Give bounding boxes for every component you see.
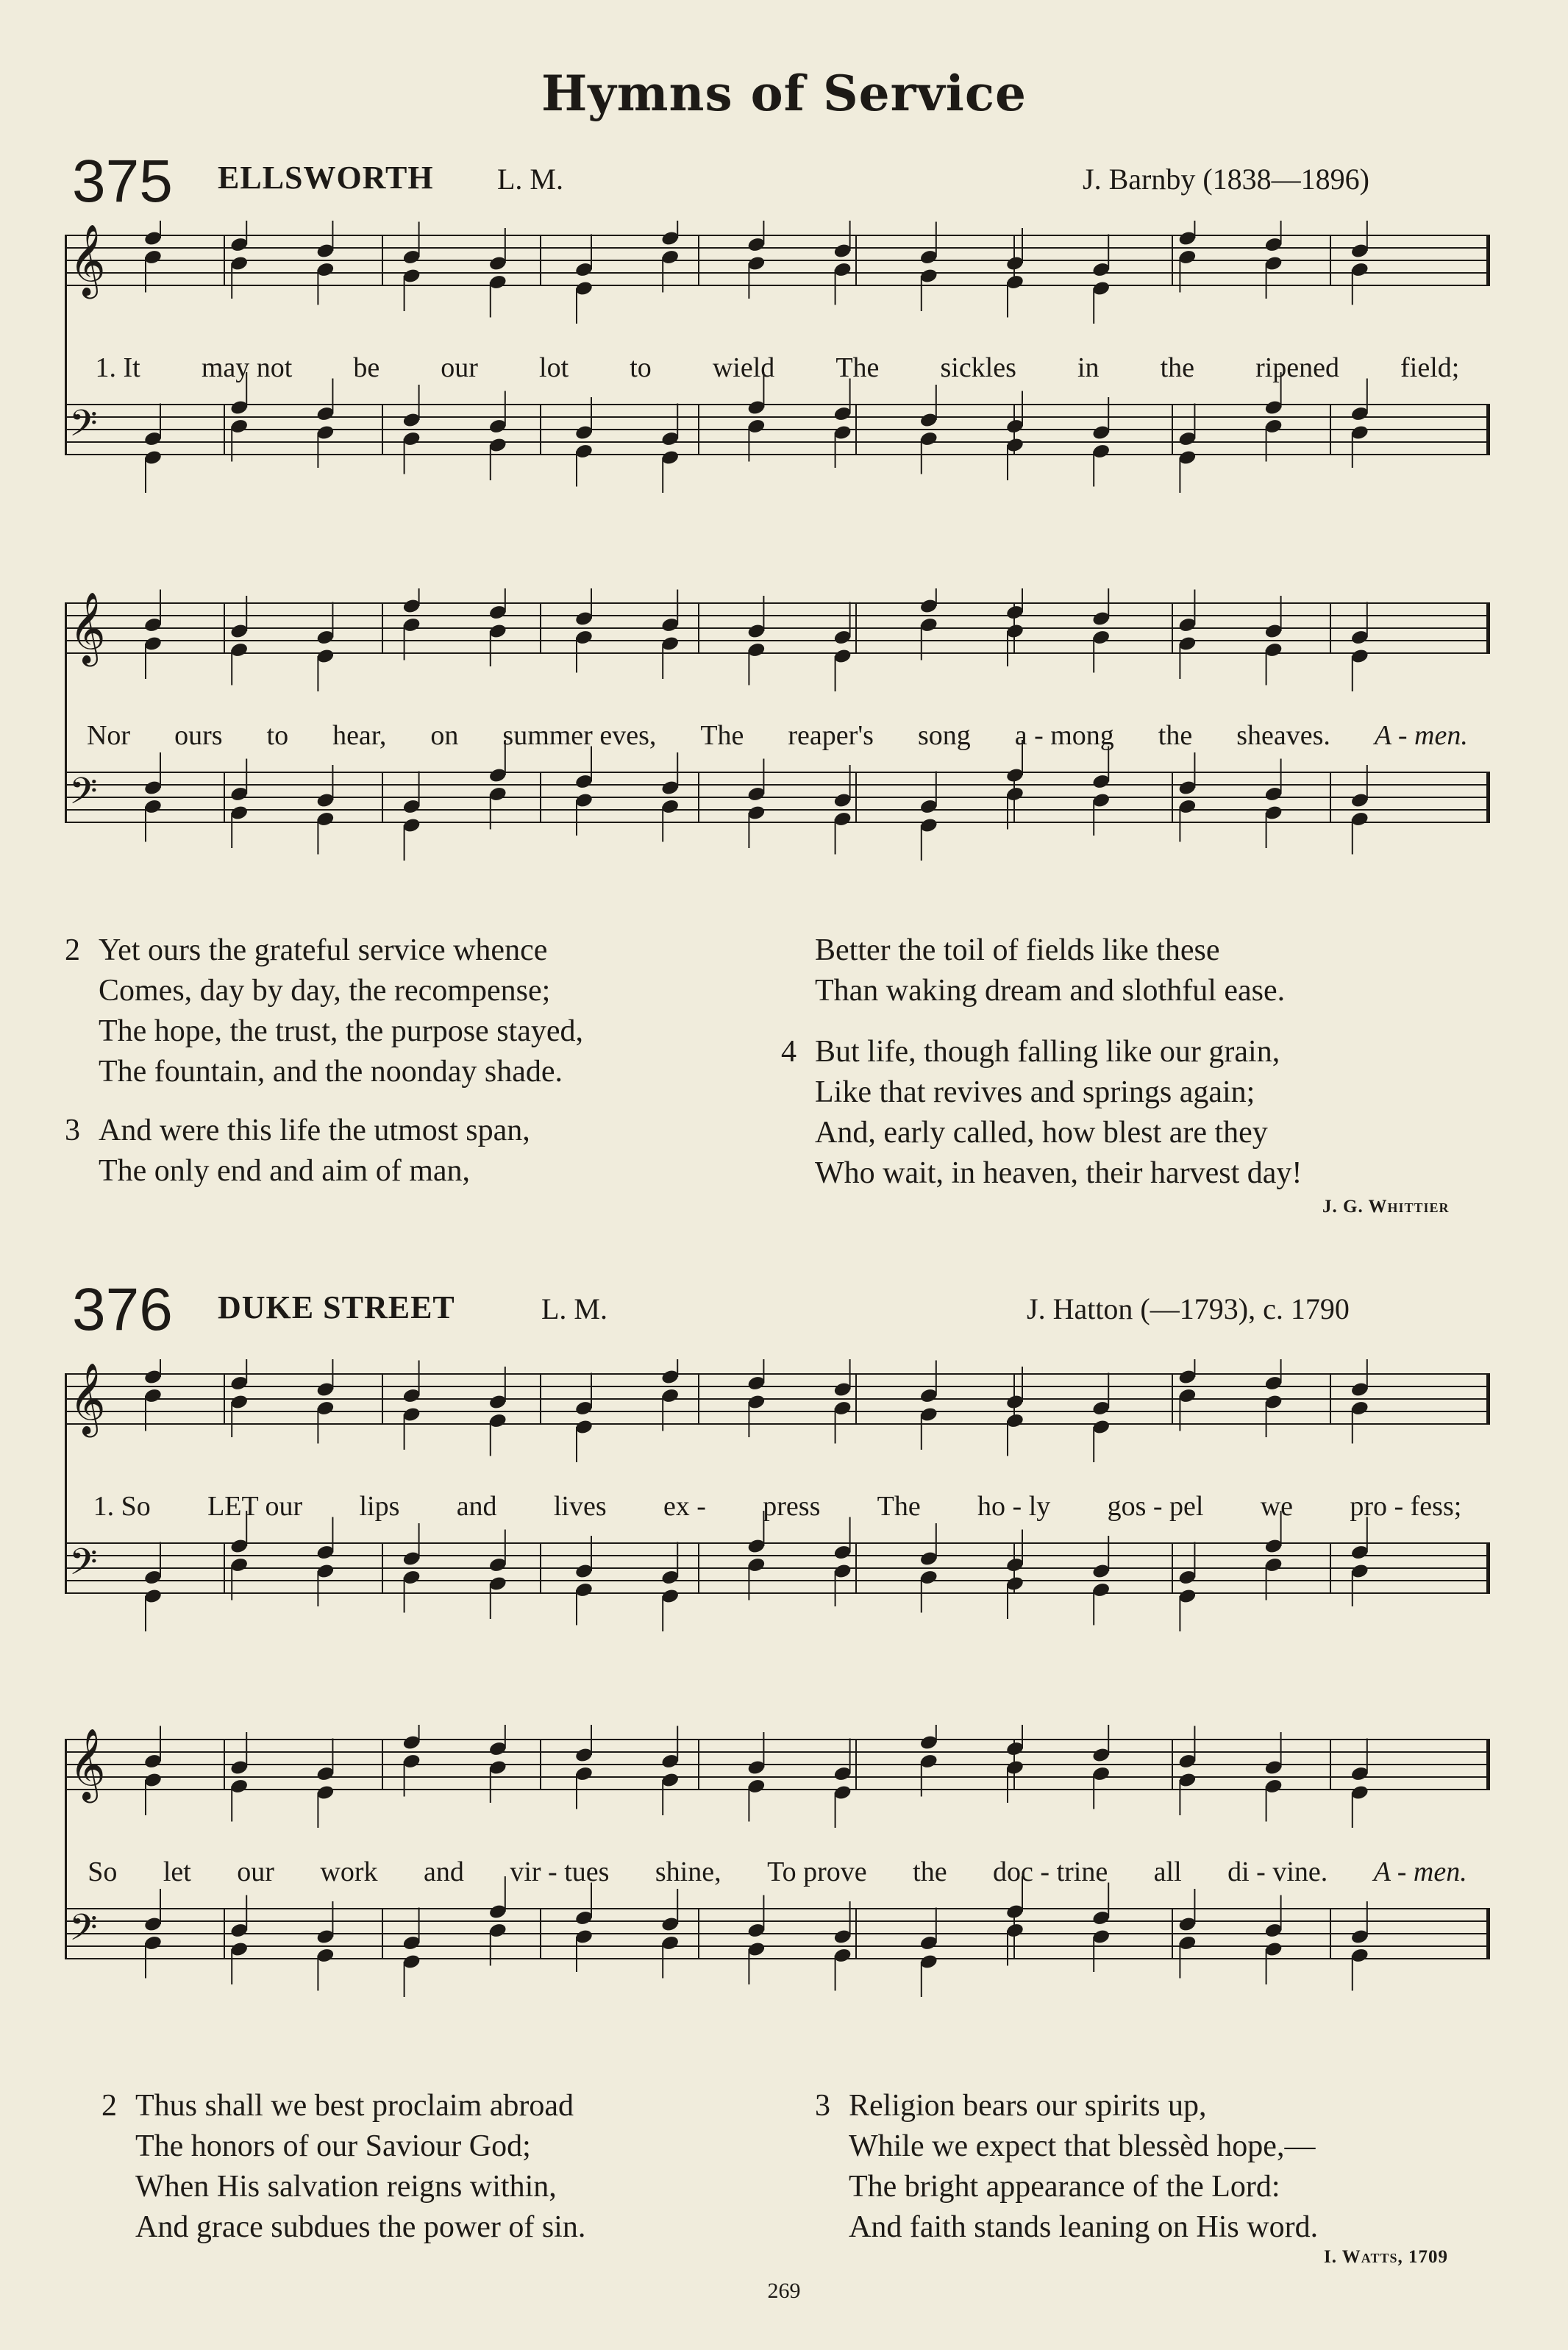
hymn-number: 376 (72, 1276, 173, 1343)
composer: J. Hatton (—1793), c. 1790 (1027, 1292, 1350, 1325)
stanza-line: And were this life the utmost span, (99, 1114, 530, 1147)
stanza-line: And, early called, how blest are they (815, 1116, 1268, 1150)
stanza-number: 4 (781, 1035, 797, 1069)
lyric-syllable: reaper's (788, 720, 874, 751)
lyric-syllable: let (163, 1856, 191, 1887)
lyric-syllable: To prove (767, 1856, 867, 1887)
lyric-syllable: gos - pel (1107, 1491, 1204, 1522)
lyric-line (65, 1490, 1490, 1523)
bass-clef-icon: 𝄢 (69, 1906, 98, 1958)
stanza-line: Better the toil of fields like these (815, 933, 1220, 967)
stanza-line: Comes, day by day, the recompense; (99, 974, 551, 1008)
lyric-line (65, 1856, 1490, 1888)
stanza (781, 1032, 1302, 1194)
bass-clef-icon: 𝄢 (69, 1541, 98, 1592)
lyric-syllable: The (877, 1491, 921, 1522)
stanza-line: Like that revives and springs again; (815, 1075, 1255, 1109)
lyric-syllable: hear, (332, 720, 387, 751)
lyric-syllable: a - mong (1014, 720, 1114, 751)
music-system (65, 1725, 1490, 2071)
stanza (65, 930, 583, 1092)
page-number: 269 (767, 2279, 801, 2303)
meter: L. M. (541, 1292, 607, 1325)
lyric-syllable: field; (1400, 352, 1460, 383)
lyric-syllable: to (266, 720, 289, 751)
stanza-line: The bright appearance of the Lord: (849, 2170, 1280, 2204)
treble-clef-icon: 𝄞 (69, 1362, 106, 1434)
lyric-syllable: wield (712, 352, 775, 383)
lyric-syllable: our (237, 1856, 274, 1887)
lyric-syllable: press (763, 1491, 821, 1522)
lyric-syllable: in (1077, 352, 1100, 383)
stanza-continued (815, 930, 1285, 1011)
stanza-line: Thus shall we best proclaim abroad (135, 2089, 574, 2123)
lyric-syllable: The (700, 720, 744, 751)
author: J. G. Whittier (1322, 1197, 1450, 1217)
stanza (101, 2086, 586, 2248)
lyric-syllable: lips (359, 1491, 400, 1522)
tune-name: DUKE STREET (218, 1289, 455, 1325)
lyric-syllable: sickles (940, 352, 1016, 383)
music-system (65, 221, 1490, 566)
lyric-syllable: A - men. (1374, 720, 1468, 751)
tune-name: ELLSWORTH (218, 160, 434, 196)
stanza-number: 2 (101, 2089, 117, 2123)
stanza-line: When His salvation reigns within, (135, 2170, 557, 2204)
stanza-number: 2 (65, 933, 80, 967)
stanza-line: But life, though falling like our grain, (815, 1035, 1280, 1069)
stanza-line: Than waking dream and slothful ease. (815, 974, 1286, 1008)
stanza-line: The only end and aim of man, (99, 1154, 471, 1188)
lyric-syllable: ours (174, 720, 223, 751)
stanza-line: The fountain, and the noonday shade. (99, 1055, 563, 1089)
lyric-syllable: pro - fess; (1350, 1491, 1462, 1522)
lyric-syllable: our (441, 352, 478, 383)
treble-clef-icon: 𝄞 (69, 1728, 106, 1800)
composer: J. Barnby (1838—1896) (1083, 163, 1369, 196)
stanza-line: Religion bears our spirits up, (849, 2089, 1207, 2123)
lyric-syllable: summer eves, (502, 720, 657, 751)
meter: L. M. (497, 163, 563, 196)
stanza-line: The hope, the trust, the purpose stayed, (99, 1014, 583, 1048)
treble-clef-icon: 𝄞 (69, 591, 106, 663)
lyric-syllable: song (917, 720, 971, 751)
treble-clef-icon: 𝄞 (69, 224, 106, 296)
lyric-syllable: we (1260, 1491, 1294, 1522)
stanza (65, 1111, 530, 1192)
lyric-syllable: may not (201, 352, 293, 383)
lyric-syllable: work (320, 1856, 378, 1887)
stanza-number: 3 (65, 1114, 80, 1147)
lyric-syllable: shine, (655, 1856, 721, 1887)
lyric-syllable: di - vine. (1227, 1856, 1328, 1887)
stanza-line: And grace subdues the power of sin. (135, 2210, 586, 2244)
lyric-line (65, 352, 1490, 384)
lyric-syllable: ho - ly (977, 1491, 1051, 1522)
lyric-syllable: to (630, 352, 652, 383)
hymn-number: 375 (72, 148, 173, 215)
stanza-line: Yet ours the grateful service whence (99, 933, 548, 967)
lyric-syllable: and (456, 1491, 497, 1522)
lyric-syllable: lot (539, 352, 569, 383)
stanza-number: 3 (815, 2089, 830, 2123)
lyric-syllable: the (1158, 720, 1193, 751)
bass-clef-icon: 𝄢 (69, 770, 98, 822)
stanza-line: Who wait, in heaven, their harvest day! (815, 1156, 1302, 1190)
lyric-syllable: the (1160, 352, 1195, 383)
lyric-line (65, 719, 1490, 752)
lyric-syllable: ripened (1255, 352, 1340, 383)
lyric-syllable: sheaves. (1236, 720, 1330, 751)
music-system (65, 1359, 1490, 1705)
lyric-syllable: 1. So (93, 1491, 151, 1522)
lyric-syllable: The (835, 352, 880, 383)
music-system (65, 588, 1490, 934)
lyric-syllable: Nor (86, 720, 131, 751)
page-title: Hymns of Service (541, 65, 1027, 122)
lyric-syllable: all (1153, 1856, 1182, 1887)
stanza-line: While we expect that blessèd hope,— (849, 2129, 1316, 2163)
lyric-syllable: the (913, 1856, 947, 1887)
author: I. Watts, 1709 (1324, 2247, 1448, 2267)
lyric-syllable: So (88, 1856, 118, 1887)
lyric-syllable: on (430, 720, 459, 751)
lyric-syllable: A - men. (1373, 1856, 1467, 1887)
lyric-syllable: 1. It (95, 352, 140, 383)
lyric-syllable: doc - trine (993, 1856, 1108, 1887)
lyric-syllable: ex - (663, 1491, 706, 1522)
lyric-syllable: lives (553, 1491, 607, 1522)
lyric-syllable: vir - tues (510, 1856, 610, 1887)
stanza (815, 2086, 1319, 2248)
bass-clef-icon: 𝄢 (69, 402, 98, 454)
lyric-syllable: and (424, 1856, 464, 1887)
stanza-line: And faith stands leaning on His word. (849, 2210, 1319, 2244)
stanza-line: The honors of our Saviour God; (135, 2129, 531, 2163)
lyric-syllable: be (353, 352, 380, 383)
lyric-syllable: LET our (207, 1491, 303, 1522)
